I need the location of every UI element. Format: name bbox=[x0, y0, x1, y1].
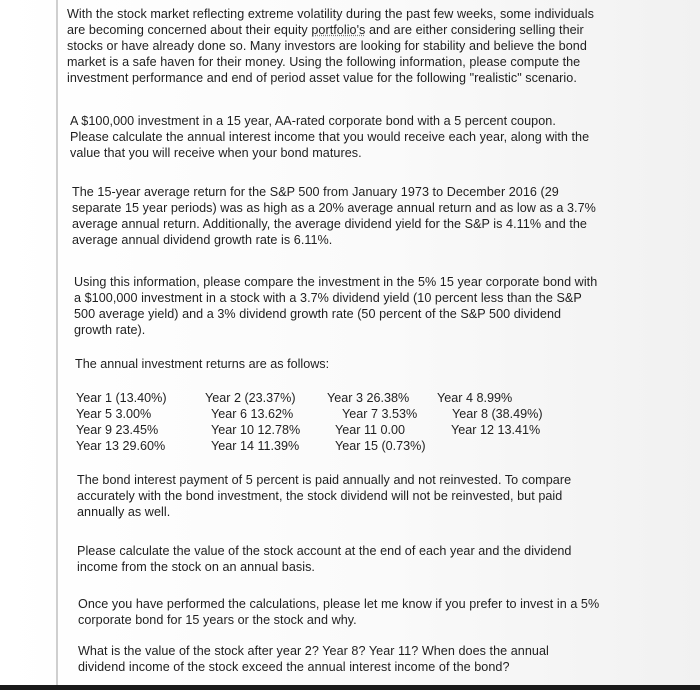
return-cell: Year 11 0.00 bbox=[335, 423, 406, 437]
return-cell: Year 10 12.78% bbox=[211, 423, 301, 437]
return-cell: Year 15 (0.73%) bbox=[335, 439, 426, 453]
return-cell: Year 7 3.53% bbox=[342, 407, 418, 421]
sp500-line: separate 15 year periods) was as high as a 20% average annual return and as low as a 3.7% bbox=[72, 201, 596, 215]
return-cell: Year 5 3.00% bbox=[76, 407, 152, 421]
preference-line: corporate bond for 15 years or the stock and why. bbox=[78, 613, 357, 627]
intro-paragraph bbox=[67, 6, 594, 86]
bond-line: A $100,000 investment in a 15 year, AA-rated corporate bond with a 5 percent coupon. bbox=[70, 114, 556, 128]
intro-line: With the stock market reflecting extreme volatility during the past few weeks, some individuals bbox=[67, 7, 594, 21]
intro-line: market is a safe haven for their money. Using the following information, please compute the bbox=[67, 55, 581, 69]
return-cell: Year 13 29.60% bbox=[76, 439, 166, 453]
interest-note-line: annually as well. bbox=[77, 505, 171, 519]
preference-paragraph bbox=[78, 596, 599, 628]
questions-line: What is the value of the stock after year 2? Year 8? Year 11? When does the annual bbox=[78, 644, 549, 658]
compare-line: growth rate). bbox=[74, 323, 146, 337]
portfolio-word: portfolio's bbox=[311, 23, 366, 37]
sp500-line: average annual return. Additionally, the average dividend yield for the S&P is 4.11% and the bbox=[72, 217, 587, 231]
intro-line: investment performance and end of period asset value for the following "realistic" scenario. bbox=[67, 71, 577, 85]
sp500-line: The 15-year average return for the S&P 500 from January 1973 to December 2016 (29 bbox=[72, 185, 559, 199]
bond-paragraph bbox=[70, 113, 589, 161]
calc-request-line: Please calculate the value of the stock account at the end of each year and the dividend bbox=[77, 544, 572, 558]
preference-line: Once you have performed the calculations, please let me know if you prefer to invest in a 5% bbox=[78, 597, 600, 611]
return-cell: Year 2 (23.37%) bbox=[205, 391, 296, 405]
sp500-line: average annual dividend growth rate is 6.11%. bbox=[72, 233, 333, 247]
intro-text: and are either considering selling their bbox=[365, 23, 584, 37]
return-cell: Year 8 (38.49%) bbox=[452, 407, 543, 421]
return-cell: Year 6 13.62% bbox=[211, 407, 294, 421]
calc-request-line: income from the stock on an annual basis. bbox=[77, 560, 315, 574]
return-cell: Year 12 13.41% bbox=[451, 423, 541, 437]
calc-request-paragraph bbox=[77, 543, 572, 575]
interest-note-paragraph bbox=[77, 472, 571, 520]
return-cell: Year 14 11.39% bbox=[211, 439, 300, 453]
return-cell: Year 9 23.45% bbox=[76, 423, 159, 437]
questions-paragraph bbox=[78, 643, 549, 675]
intro-text: are becoming concerned about their equity bbox=[67, 23, 312, 37]
interest-note-line: accurately with the bond investment, the stock dividend will not be reinvested, but paid bbox=[77, 489, 563, 503]
return-cell: Year 4 8.99% bbox=[437, 391, 513, 405]
intro-line bbox=[67, 22, 594, 38]
bond-line: Please calculate the annual interest income that you would receive each year, along with the bbox=[70, 130, 590, 144]
compare-line: a $100,000 investment in a stock with a 3.7% dividend yield (10 percent less than the S&P bbox=[74, 291, 582, 305]
intro-line: stocks or have already done so. Many investors are looking for stability and believe the bond bbox=[67, 39, 587, 53]
compare-line: 500 average yield) and a 3% dividend growth rate (50 percent of the S&P 500 dividend bbox=[74, 307, 562, 321]
interest-note-line: The bond interest payment of 5 percent is paid annually and not reinvested. To compare bbox=[77, 473, 572, 487]
bond-line: value that you will receive when your bond matures. bbox=[70, 146, 362, 160]
return-cell: Year 1 (13.40%) bbox=[76, 391, 167, 405]
compare-paragraph bbox=[74, 274, 597, 338]
compare-line: Using this information, please compare the investment in the 5% 15 year corporate bond with bbox=[74, 275, 598, 289]
returns-heading: The annual investment returns are as follows: bbox=[75, 357, 330, 371]
sp500-paragraph bbox=[72, 184, 596, 248]
bottom-border-bar bbox=[0, 685, 700, 690]
questions-line: dividend income of the stock exceed the annual interest income of the bond? bbox=[78, 660, 510, 674]
page-edge-divider bbox=[56, 0, 58, 690]
return-cell: Year 3 26.38% bbox=[327, 391, 410, 405]
